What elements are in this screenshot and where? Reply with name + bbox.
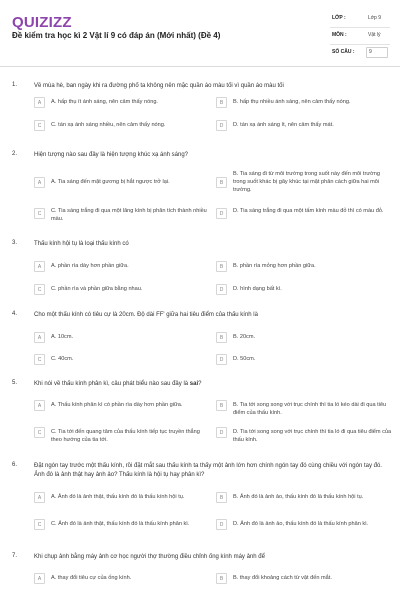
option-badge: B [216,332,227,343]
option-text: B. phần rìa mỏng hơn phần giữa. [233,263,316,269]
option-text: A. Thấu kính phân kì có phần rìa dày hơn phần giữa. [51,402,183,408]
option-badge: A [34,573,45,584]
option-text: B. hấp thụ nhiều ánh sáng, nên cảm thấy nóng. [233,99,351,105]
option-text: D. Tia tới song song với trục chính thì tia ló đi qua tiêu điểm của thấu kính. [233,429,392,443]
option-badge: D [216,519,227,530]
option-badge: D [216,208,227,219]
meta-label: LỚP : [332,15,346,21]
option-badge: C [34,354,45,365]
option-text: C. 40cm. [51,356,74,362]
question-text-part: Khi nói về thấu kính phân kì, câu phát biểu nào sau đây là [34,381,190,387]
question-text [34,380,384,389]
meta-row-subject [330,28,390,45]
question-number: 5. [12,380,18,386]
option-badge: C [34,208,45,219]
option-text: A. thay đổi tiêu cự của ống kính. [51,575,132,581]
option-text: B. 20cm. [233,334,256,340]
option-text: B. Ảnh đó là ảnh ảo, thấu kính đó là thấu kính hội tụ. [233,494,364,500]
question-text: Về mùa hè, ban ngày khi ra đường phố ta không nên mặc quần áo màu tối vì quần áo màu tối [34,83,284,89]
option-text: B. Tia tới song song với trục chính thì tia ló kéo dài đi qua tiêu điểm của thấu kính. [233,402,387,416]
option-badge: B [216,261,227,272]
option-badge: B [216,177,227,188]
option-badge: B [216,400,227,411]
option-badge: A [34,400,45,411]
meta-label: SỐ CÂU : [332,49,355,55]
question-count-box [366,47,388,58]
option-badge: C [34,120,45,131]
worksheet-header [0,0,400,66]
page-title: Đề kiểm tra học kì 2 Vật lí 9 có đáp án (Mới nhất) (Đề 4) [12,31,221,40]
option-badge: D [216,427,227,438]
option-badge: A [34,97,45,108]
option-text: A. hấp thụ ít ánh sáng, nên cảm thấy nóng. [51,99,158,105]
meta-value: Vật lý [368,32,381,38]
question-text: Thấu kính hội tụ là loại thấu kính có [34,241,129,247]
option-text: D. 50cm. [233,356,256,362]
header-divider [0,66,400,67]
option-text: A. 10cm. [51,334,74,340]
option-badge: D [216,284,227,295]
option-text: C. Tia sáng trắng đi qua một lăng kính bị phân tích thành nhiều màu. [51,208,207,222]
option-badge: D [216,120,227,131]
question-number: 3. [12,240,18,246]
meta-row-grade [330,11,390,28]
option-text: C. tán xạ ánh sáng nhiều, nên cảm thấy nóng. [51,122,166,128]
question-text: Khi chụp ảnh bằng máy ảnh cơ học người thợ thường điều chỉnh ống kính máy ảnh để [34,554,265,560]
question-text: Đặt ngón tay trước một thấu kính, rồi đặt mắt sau thấu kính ta thấy một ảnh lớn hơn chính ngón tay đó cùng chiều với ngón tay đó. Ảnh đó là ảnh thật hay ảnh ảo? Thấu kính là hội tụ hay phân kì? [34,463,382,478]
option-text: D. tán xạ ánh sáng ít, nên cảm thấy mát. [233,122,334,128]
option-text: C. Ảnh đó là ảnh thật, thấu kính đó là thấu kính phân kì. [51,521,190,527]
option-text: D. Tia sáng trắng đi qua một tấm kính màu đỏ thì có màu đỏ. [233,208,384,214]
option-badge: C [34,519,45,530]
option-badge: A [34,332,45,343]
option-text: C. Tia tới đến quang tâm của thấu kính tiếp tục truyền thẳng theo hướng của tia tới. [51,429,200,443]
option-text: A. phần rìa dày hơn phần giữa. [51,263,129,269]
option-badge: B [216,573,227,584]
option-badge: A [34,177,45,188]
option-badge: B [216,97,227,108]
option-text: D. Ảnh đó là ảnh ảo, thấu kính đó là thấu kính phân kì. [233,521,369,527]
option-badge: A [34,261,45,272]
question-number: 4. [12,311,18,317]
meta-label: MÔN : [332,32,347,38]
meta-value: Lớp 9 [368,15,382,21]
option-text: C. phần rìa và phần giữa bằng nhau. [51,286,143,292]
option-badge: C [34,427,45,438]
option-badge: B [216,492,227,503]
quizizz-logo: QUIZIZZ [12,14,72,31]
meta-row-count [330,45,390,61]
option-badge: C [34,284,45,295]
question-emphasis: sai [189,381,199,387]
option-text: A. Tia sáng đến mặt gương bị hắt ngược trở lại. [51,179,170,185]
question-text-part: ? [198,381,202,387]
option-text: B. thay đổi khoảng cách từ vật đến mắt. [233,575,332,581]
option-text: B. Tia sáng đi từ môi trường trong suốt này đến môi trường trong suốt khác bị gãy khúc tại mặt phân cách giữa hai môi trường. [233,171,380,193]
meta-value: 9 [369,49,372,55]
question-text: Hiện tượng nào sau đây là hiện tượng khúc xạ ánh sáng? [34,152,189,158]
option-text: D. hình dạng bất kì. [233,286,282,292]
meta-panel [330,11,390,61]
question-number: 7. [12,553,18,559]
question-number: 6. [12,462,18,468]
question-number: 1. [12,82,18,88]
question-text: Cho một thấu kính có tiêu cự là 20cm. Độ dài FF' giữa hai tiêu điểm của thấu kính là [34,312,258,318]
option-text: A. Ảnh đó là ảnh thật, thấu kính đó là thấu kính hội tụ. [51,494,185,500]
option-badge: D [216,354,227,365]
question-number: 2. [12,151,18,157]
option-badge: A [34,492,45,503]
